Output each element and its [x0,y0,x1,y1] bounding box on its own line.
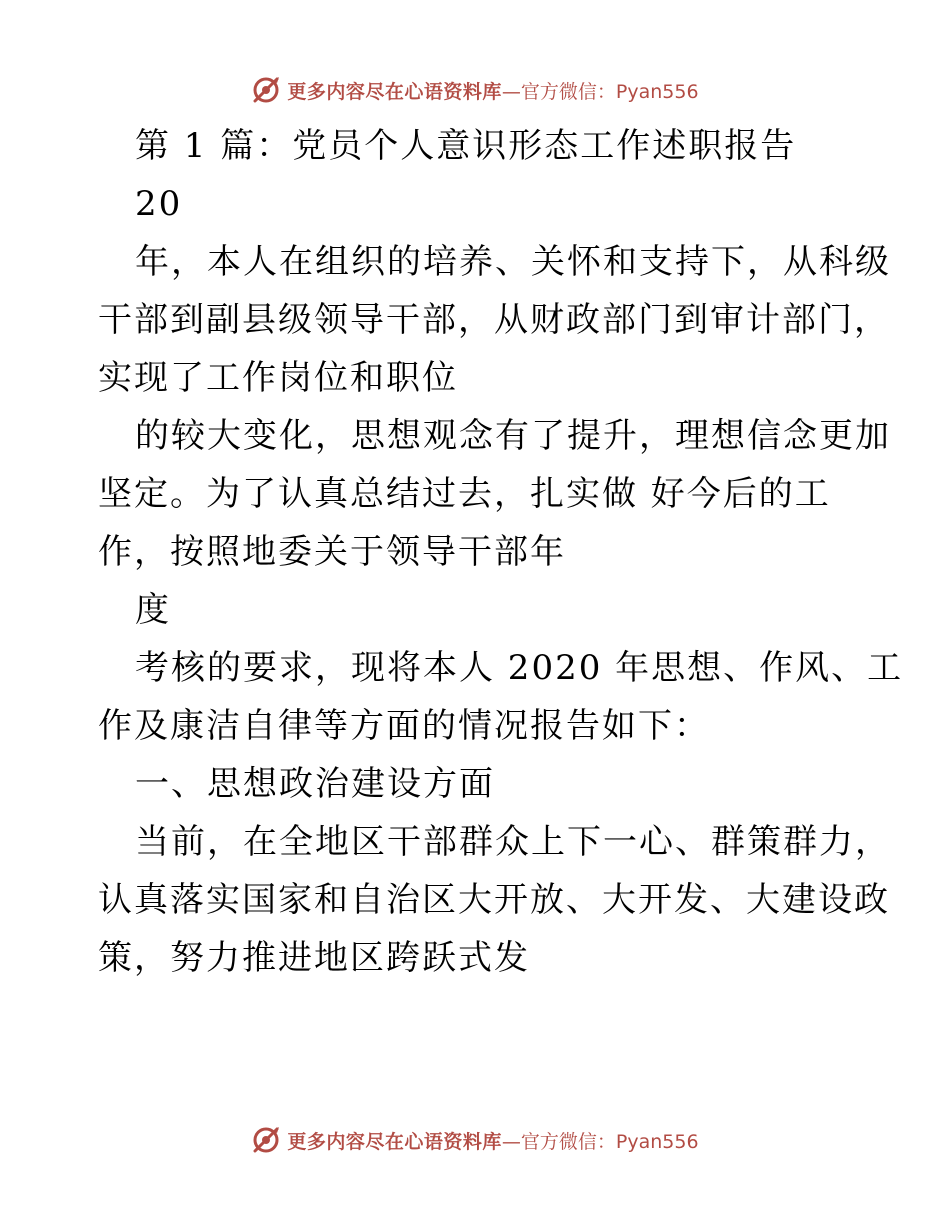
text-line: 20 [135,184,183,224]
footer-wechat-text: —官方微信：Pyan556 [501,1130,699,1153]
text-line: 干部到副县级领导干部，从财政部门到审计部门， [98,300,890,340]
footer-banner [0,1122,950,1158]
section-heading: 一、思想政治建设方面 [135,764,495,804]
brand-logo-icon [251,75,281,105]
text-line: 考核的要求，现将本人 2020 年思想、作风、工 [135,648,904,688]
text-line: 度 [135,590,171,630]
text-line: 作，按照地委关于领导干部年 [98,532,566,572]
text-line: 认真落实国家和自治区大开放、大开发、大建设政 [98,880,890,920]
text-line: 作及康洁自律等方面的情况报告如下： [98,706,710,746]
text-line: 策，努力推进地区跨跃式发 [98,938,530,978]
brand-logo-icon [251,1125,281,1155]
document-title: 第 1 篇：党员个人意识形态工作述职报告 [135,126,797,166]
document-body [98,117,904,987]
text-line: 年，本人在组织的培养、关怀和支持下，从科级 [135,242,891,282]
header-site-text: 更多内容尽在心语资料库 [287,80,502,103]
text-line: 当前，在全地区干部群众上下一心、群策群力， [135,822,891,862]
header-banner [0,72,950,108]
footer-site-text: 更多内容尽在心语资料库 [287,1130,502,1153]
text-line: 的较大变化，思想观念有了提升，理想信念更加 [135,416,891,456]
text-line: 实现了工作岗位和职位 [98,358,458,398]
text-line: 坚定。为了认真总结过去，扎实做 好今后的工 [98,474,831,514]
header-wechat-text: —官方微信：Pyan556 [501,80,699,103]
